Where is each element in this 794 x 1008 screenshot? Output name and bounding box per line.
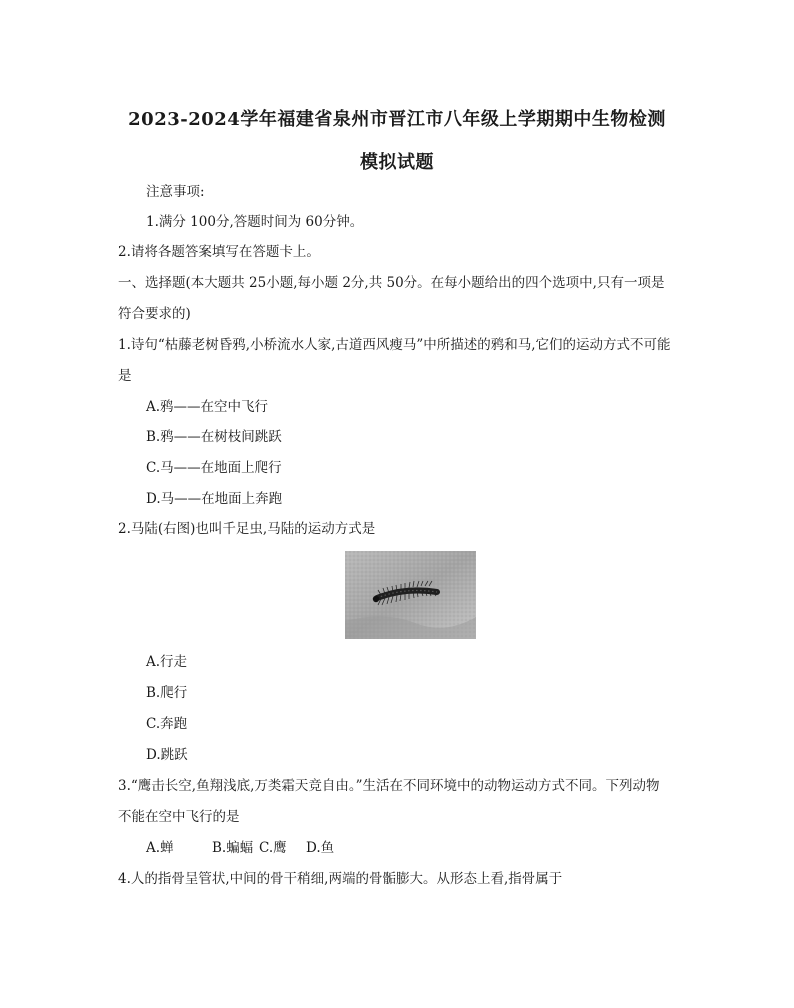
q1-stem-line1: 1.诗句“枯藤老树昏鸦,小桥流水人家,古道西风瘦马”中所描述的鸦和马,它们的运动方式不可能 <box>118 337 671 353</box>
millipede-icon <box>345 551 476 639</box>
notice-item-2: 2.请将各题答案填写在答题卡上。 <box>118 244 320 260</box>
q2-option-c: C.奔跑 <box>146 716 188 732</box>
q4-stem: 4.人的指骨呈管状,中间的骨干稍细,两端的骨骺膨大。从形态上看,指骨属于 <box>118 871 563 887</box>
exam-title-line1: 2023-2024学年福建省泉州市晋江市八年级上学期期中生物检测 <box>128 109 666 130</box>
q1-option-d: D.马——在地面上奔跑 <box>146 491 283 507</box>
q3-stem-line2: 不能在空中飞行的是 <box>118 809 240 825</box>
q2-option-d: D.跳跃 <box>146 747 188 763</box>
q3-option-b: B.蝙蝠 <box>212 840 254 856</box>
q3-option-a: A.蝉 <box>146 840 174 856</box>
q1-option-b: B.鸦——在树枝间跳跃 <box>146 429 282 445</box>
q2-option-a: A.行走 <box>146 654 188 670</box>
notice-heading: 注意事项: <box>146 184 205 200</box>
q1-option-c: C.马——在地面上爬行 <box>146 460 282 476</box>
section-heading-line1: 一、选择题(本大题共 25小题,每小题 2分,共 50分。在每小题给出的四个选项中,只有一项是 <box>118 275 665 291</box>
q1-stem-line2: 是 <box>118 368 132 384</box>
q2-option-b: B.爬行 <box>146 685 188 701</box>
exam-title-line2: 模拟试题 <box>360 152 434 173</box>
notice-item-1: 1.满分 100分,答题时间为 60分钟。 <box>146 214 364 230</box>
millipede-photo <box>345 551 476 639</box>
q2-stem: 2.马陆(右图)也叫千足虫,马陆的运动方式是 <box>118 521 376 537</box>
q3-option-d: D.鱼 <box>306 840 335 856</box>
section-heading-line2: 符合要求的) <box>118 306 191 322</box>
q3-option-c: C.鹰 <box>259 840 287 856</box>
q1-option-a: A.鸦——在空中飞行 <box>146 399 269 415</box>
q3-stem-line1: 3.“鹰击长空,鱼翔浅底,万类霜天竞自由。”生活在不同环境中的动物运动方式不同。下列动物 <box>118 778 660 794</box>
